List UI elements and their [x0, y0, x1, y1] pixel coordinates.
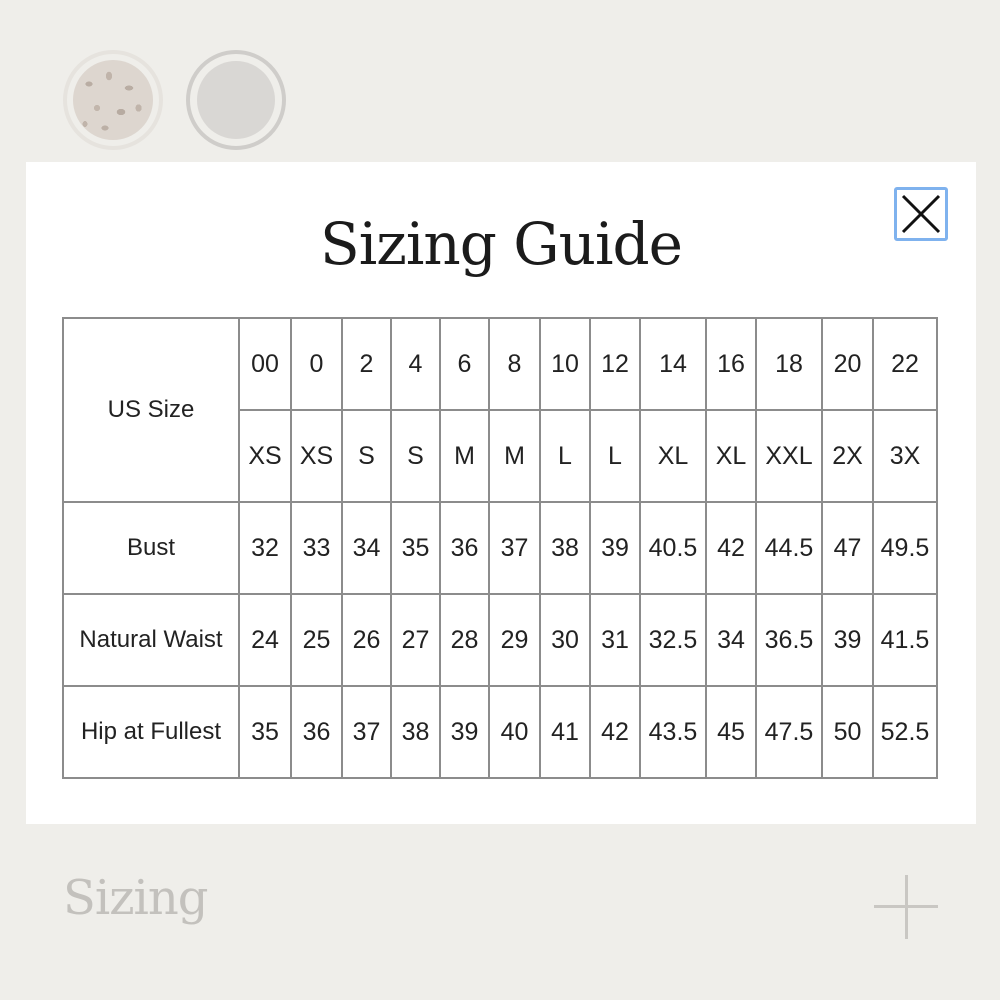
us-size-cell: 10 — [540, 318, 590, 410]
measurement-cell: 52.5 — [873, 686, 937, 778]
measurement-cell: 28 — [440, 594, 489, 686]
color-swatch-leopard[interactable] — [63, 50, 163, 150]
table-row — [63, 318, 937, 410]
measurement-cell: 37 — [489, 502, 540, 594]
letter-size-cell: M — [440, 410, 489, 502]
measurement-cell: 33 — [291, 502, 342, 594]
measurement-cell: 35 — [239, 686, 291, 778]
us-size-cell: 0 — [291, 318, 342, 410]
leopard-print-image — [73, 60, 153, 140]
measurement-cell: 36 — [291, 686, 342, 778]
plus-icon[interactable] — [874, 875, 938, 939]
table-row — [63, 502, 937, 594]
measurement-label: Natural Waist — [63, 594, 239, 686]
letter-size-cell: S — [391, 410, 440, 502]
measurement-cell: 38 — [391, 686, 440, 778]
measurement-cell: 43.5 — [640, 686, 706, 778]
measurement-cell: 24 — [239, 594, 291, 686]
table-row — [63, 594, 937, 686]
grey-color-image — [197, 61, 275, 139]
measurement-cell: 47 — [822, 502, 873, 594]
measurement-cell: 42 — [706, 502, 756, 594]
measurement-label: Bust — [63, 502, 239, 594]
measurement-cell: 50 — [822, 686, 873, 778]
us-size-cell: 20 — [822, 318, 873, 410]
measurement-cell: 29 — [489, 594, 540, 686]
measurement-cell: 34 — [342, 502, 391, 594]
table-row — [63, 686, 937, 778]
measurement-cell: 41.5 — [873, 594, 937, 686]
letter-size-cell: S — [342, 410, 391, 502]
us-size-cell: 2 — [342, 318, 391, 410]
letter-size-cell: 2X — [822, 410, 873, 502]
letter-size-cell: L — [590, 410, 640, 502]
sizing-guide-modal — [26, 162, 976, 824]
color-swatch-grey[interactable] — [186, 50, 286, 150]
measurement-cell: 42 — [590, 686, 640, 778]
letter-size-cell: L — [540, 410, 590, 502]
measurement-cell: 25 — [291, 594, 342, 686]
us-size-cell: 6 — [440, 318, 489, 410]
us-size-cell: 22 — [873, 318, 937, 410]
measurement-cell: 39 — [822, 594, 873, 686]
us-size-cell: 8 — [489, 318, 540, 410]
size-chart-table — [62, 317, 938, 779]
measurement-cell: 30 — [540, 594, 590, 686]
measurement-cell: 26 — [342, 594, 391, 686]
letter-size-cell: XXL — [756, 410, 822, 502]
measurement-cell: 38 — [540, 502, 590, 594]
measurement-cell: 45 — [706, 686, 756, 778]
letter-size-cell: M — [489, 410, 540, 502]
measurement-cell: 44.5 — [756, 502, 822, 594]
measurement-cell: 35 — [391, 502, 440, 594]
us-size-cell: 00 — [239, 318, 291, 410]
measurement-cell: 40 — [489, 686, 540, 778]
us-size-cell: 16 — [706, 318, 756, 410]
letter-size-cell: XL — [706, 410, 756, 502]
sizing-accordion-label[interactable]: Sizing — [63, 870, 208, 926]
measurement-label: Hip at Fullest — [63, 686, 239, 778]
us-size-cell: 14 — [640, 318, 706, 410]
measurement-cell: 36 — [440, 502, 489, 594]
measurement-cell: 40.5 — [640, 502, 706, 594]
letter-size-cell: XS — [291, 410, 342, 502]
us-size-cell: 18 — [756, 318, 822, 410]
measurement-cell: 32.5 — [640, 594, 706, 686]
measurement-cell: 36.5 — [756, 594, 822, 686]
modal-title: Sizing Guide — [320, 210, 682, 278]
us-size-header: US Size — [63, 318, 239, 502]
measurement-cell: 34 — [706, 594, 756, 686]
letter-size-cell: XS — [239, 410, 291, 502]
measurement-cell: 41 — [540, 686, 590, 778]
letter-size-cell: 3X — [873, 410, 937, 502]
measurement-cell: 39 — [440, 686, 489, 778]
measurement-cell: 31 — [590, 594, 640, 686]
us-size-cell: 4 — [391, 318, 440, 410]
measurement-cell: 39 — [590, 502, 640, 594]
letter-size-cell: XL — [640, 410, 706, 502]
measurement-cell: 32 — [239, 502, 291, 594]
measurement-cell: 49.5 — [873, 502, 937, 594]
measurement-cell: 47.5 — [756, 686, 822, 778]
us-size-cell: 12 — [590, 318, 640, 410]
measurement-cell: 27 — [391, 594, 440, 686]
measurement-cell: 37 — [342, 686, 391, 778]
